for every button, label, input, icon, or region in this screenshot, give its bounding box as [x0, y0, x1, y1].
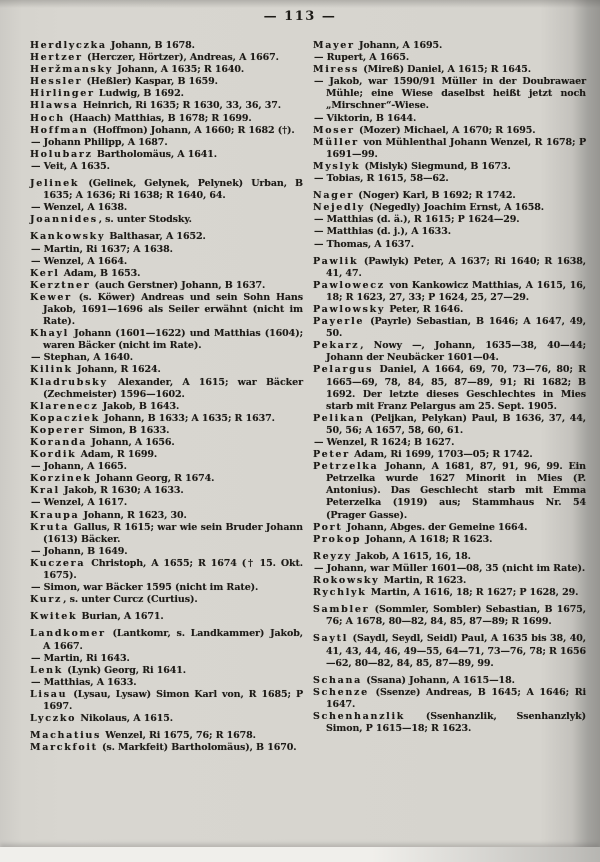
left-column — [30, 40, 303, 754]
register-entry — [313, 40, 586, 52]
entry-details: — Simon, war Bäcker 1595 (nicht im Rate). — [31, 582, 259, 594]
entry-surname: Khayl — [30, 328, 69, 340]
entry-details: Christoph, A 1655; R 1674 († 15. Okt. 1675). — [43, 557, 303, 582]
entry-details: — Stephan, A 1640. — [31, 352, 133, 364]
entry-details: — Tobias, R 1615, 58—62. — [314, 173, 449, 185]
register-entry — [30, 594, 303, 606]
register-entry — [30, 352, 303, 364]
entry-details: , Nowy —, Johann, 1635—38, 40—44; Johann der Neubäcker 1601—04. — [326, 340, 586, 364]
entry-surname: Pawlowecz — [313, 279, 385, 291]
entry-details: Jakob, B 1643. — [99, 400, 180, 412]
entry-details: — Wenzel, A 1638. — [31, 202, 128, 214]
entry-details: — Viktorin, B 1644. — [314, 112, 417, 124]
text-columns — [0, 24, 600, 754]
register-entry — [313, 137, 586, 161]
register-entry — [30, 449, 303, 461]
entry-surname: Kewer — [30, 291, 72, 303]
register-entry — [313, 687, 586, 711]
entry-surname: Myslyk — [313, 160, 361, 172]
register-entry — [30, 231, 303, 243]
register-entry — [313, 449, 586, 461]
entry-surname: Kordik — [30, 449, 77, 461]
entry-surname: Herdlyczka — [30, 40, 107, 51]
register-entry — [30, 677, 303, 689]
register-entry — [313, 64, 586, 76]
register-entry — [313, 161, 586, 173]
entry-details: (Hoffmon) Johann, A 1660; R 1682 (†). — [89, 124, 295, 136]
entry-details: (s. Köwer) Andreas und sein Sohn Hans Jakob, 1691—1696 als Seiler erwähnt (nicht im Rate). — [43, 291, 303, 328]
register-entry — [30, 653, 303, 665]
entry-details: Balthasar, A 1652. — [106, 231, 206, 243]
entry-surname: Moser — [313, 124, 355, 136]
entry-surname: Klarenecz — [30, 400, 99, 412]
entry-details: (Peljkan, Pelykan) Paul, B 1636, 37, 44, 50, 56; A 1657, 58, 60, 61. — [326, 412, 586, 436]
entry-details: (Payrle) Sebastian, B 1646; A 1647, 49, 50. — [326, 316, 586, 340]
entry-details: Nikolaus, A 1615. — [77, 713, 173, 725]
entry-details: Wenzel, Ri 1675, 76; R 1678. — [102, 730, 256, 742]
entry-surname: Kruta — [30, 521, 70, 533]
entry-surname: Petrzelka — [313, 461, 379, 473]
register-entry — [30, 256, 303, 268]
entry-surname: Kwitek — [30, 611, 78, 623]
entry-details: Simon, B 1633. — [86, 424, 170, 436]
register-entry — [30, 202, 303, 214]
register-entry — [30, 473, 303, 485]
register-entry — [30, 713, 303, 725]
entry-details: Johann, R 1624. — [73, 364, 161, 376]
register-entry — [30, 113, 303, 125]
entry-details: Johann, B 1633; A 1635; R 1637. — [100, 412, 275, 424]
register-entry — [313, 563, 586, 575]
entry-details: Peter, R 1646. — [386, 303, 464, 315]
register-entry — [313, 125, 586, 137]
entry-surname: Pelikan — [313, 412, 365, 424]
entry-details: (auch Gerstner) Johann, B 1637. — [91, 279, 266, 291]
entry-surname: Kladrubsky — [30, 376, 108, 388]
entry-details: — Wenzel, A 1617. — [31, 497, 128, 509]
entry-surname: Kilink — [30, 364, 73, 376]
entry-details: von Kankowicz Matthias, A 1615, 16, 18; R 1623, 27, 33; P 1624, 25, 27—29. — [326, 279, 586, 303]
register-entry — [313, 214, 586, 226]
entry-details: Jakob, A 1615, 16, 18. — [352, 550, 471, 562]
register-entry — [313, 534, 586, 546]
register-entry — [313, 226, 586, 238]
entry-details: (Ssana) Johann, A 1615—18. — [362, 674, 515, 686]
entry-surname: Pawlowsky — [313, 303, 386, 315]
register-entry — [30, 377, 303, 401]
register-entry — [30, 558, 303, 582]
register-entry — [30, 214, 303, 226]
entry-details: Heinrich, Ri 1635; R 1630, 33, 36, 37. — [79, 100, 282, 112]
entry-surname: Kopacziek — [30, 412, 100, 424]
entry-details: Johann, B 1678. — [107, 40, 195, 51]
entry-details: Adam, B 1653. — [60, 267, 141, 279]
entry-details: (Mozer) Michael, A 1670; R 1695. — [355, 124, 536, 136]
entry-details: Johann, A 1618; R 1623. — [362, 533, 493, 545]
register-entry — [30, 64, 303, 76]
entry-details: (s. Markfeit) Bartholomäus), B 1670. — [98, 742, 297, 754]
register-entry — [30, 137, 303, 149]
register-entry — [30, 497, 303, 509]
entry-surname: Sambler — [313, 604, 370, 616]
entry-surname: Hlawsa — [30, 100, 79, 112]
register-entry — [30, 730, 303, 742]
register-entry — [313, 437, 586, 449]
entry-surname: Lenk — [30, 664, 64, 676]
register-entry — [313, 587, 586, 599]
entry-surname: Kerztner — [30, 279, 91, 291]
entry-details: Johann, A 1635; R 1640. — [114, 64, 245, 76]
register-entry — [313, 202, 586, 214]
entry-surname: Reyzy — [313, 550, 352, 562]
entry-details: (Negedly) Joachim Ernst, A 1658. — [365, 202, 544, 214]
register-entry — [30, 628, 303, 652]
entry-details: Ludwig, B 1692. — [95, 88, 184, 100]
register-entry — [30, 546, 303, 558]
register-entry — [313, 364, 586, 412]
entry-surname: Saytl — [313, 633, 349, 645]
entry-surname: Mayer — [313, 40, 355, 51]
register-entry — [30, 76, 303, 88]
entry-details: (Mireß) Daniel, A 1615; R 1645. — [360, 64, 531, 76]
register-entry — [30, 178, 303, 202]
register-entry — [30, 364, 303, 376]
entry-surname: Payerle — [313, 316, 365, 328]
entry-details: (Lynk) Georg, Ri 1641. — [64, 664, 186, 676]
register-entry — [30, 161, 303, 173]
entry-surname: Heržmansky — [30, 64, 113, 76]
entry-details: — Johann, A 1665. — [31, 461, 127, 473]
entry-surname: Koperer — [30, 424, 86, 436]
entry-details: (Pawlyk) Peter, A 1637; Ri 1640; R 1638, 41, 47. — [326, 255, 586, 279]
register-entry — [313, 675, 586, 687]
entry-details: (Gelinek, Gelynek, Pelynek) Urban, B 1635; A 1636; Ri 1638; R 1640, 64. — [43, 178, 303, 202]
register-entry — [313, 522, 586, 534]
entry-surname: Müller — [313, 136, 359, 148]
entry-details: (Mislyk) Siegmund, B 1673. — [361, 160, 511, 172]
register-entry — [30, 244, 303, 256]
entry-surname: Hoch — [30, 112, 65, 124]
register-entry — [30, 88, 303, 100]
register-entry — [313, 413, 586, 437]
entry-surname: Prokop — [313, 533, 362, 545]
register-entry — [30, 485, 303, 497]
entry-surname: Joannides — [30, 214, 98, 226]
page-number: — 113 — — [263, 9, 337, 24]
register-entry — [313, 575, 586, 587]
entry-details: (Lantkomr, s. Landkammer) Jakob, A 1667. — [43, 628, 303, 652]
register-entry — [30, 268, 303, 280]
entry-surname: Pekarz — [313, 340, 360, 352]
entry-details: — Thomas, A 1637. — [314, 238, 415, 250]
entry-surname: Machatius — [30, 730, 102, 742]
register-entry — [30, 149, 303, 161]
entry-surname: Nager — [313, 190, 355, 202]
entry-surname: Kuczera — [30, 557, 86, 569]
register-entry — [30, 100, 303, 112]
entry-surname: Landkomer — [30, 628, 106, 640]
register-entry — [30, 125, 303, 137]
entry-details: Johann, A 1656. — [88, 437, 175, 448]
entry-details: Johann, A 1681, 87, 91, 96, 99. Ein Petrzelka wurde 1627 Minorit in Mies (P. Antonius). Das Geschlecht starb mit Emma Peterzelka (1919) aus; Stammhaus Nr. 54 (Prager Gasse). — [326, 461, 586, 521]
register-entry — [30, 522, 303, 546]
register-entry — [30, 40, 303, 52]
register-entry — [30, 280, 303, 292]
entry-surname: Port — [313, 521, 343, 533]
entry-details: (Haach) Matthias, B 1678; R 1699. — [65, 112, 252, 124]
register-entry — [313, 76, 586, 112]
register-entry — [313, 173, 586, 185]
register-entry — [313, 711, 586, 735]
scan-edge-bottom — [0, 847, 600, 862]
register-entry — [313, 316, 586, 340]
register-entry — [313, 604, 586, 628]
entry-surname: Schana — [313, 674, 362, 686]
right-column — [313, 40, 586, 754]
entry-details: , s. unter Curcz (Curtius). — [63, 594, 198, 606]
entry-surname: Schenhanzlik — [313, 710, 406, 722]
entry-details: — Johann, B 1649. — [31, 545, 128, 557]
register-entry — [313, 340, 586, 364]
entry-surname: Nejedly — [313, 202, 365, 214]
entry-details: (Lysau, Lysaw) Simon Karl von, R 1685; P 1697. — [43, 688, 303, 712]
entry-details: — Veit, A 1635. — [31, 160, 110, 172]
entry-surname: Hoffman — [30, 124, 89, 136]
entry-surname: Lisau — [30, 688, 68, 700]
entry-details: (Heßler) Kaspar, B 1659. — [83, 76, 218, 88]
entry-surname: Rychlyk — [313, 587, 367, 599]
entry-details: — Rupert, A 1665. — [314, 52, 410, 64]
entry-surname: Schenze — [313, 686, 369, 698]
register-entry — [30, 425, 303, 437]
entry-surname: Hessler — [30, 76, 83, 88]
entry-surname: Kraupa — [30, 509, 80, 521]
entry-details: Adam, R 1699. — [77, 449, 158, 461]
entry-surname: Miress — [313, 64, 360, 76]
register-entry — [30, 328, 303, 352]
entry-surname: Kurz — [30, 594, 63, 606]
register-entry — [313, 304, 586, 316]
register-entry — [30, 437, 303, 449]
entry-surname: Holubarz — [30, 148, 93, 160]
register-entry — [30, 665, 303, 677]
entry-details: Johann, Abges. der Gemeine 1664. — [343, 521, 528, 533]
register-entry — [30, 52, 303, 64]
register-entry — [30, 582, 303, 594]
entry-surname: Jelinek — [30, 178, 80, 190]
entry-surname: Korzinek — [30, 473, 92, 485]
entry-details: — Martin, Ri 1643. — [31, 652, 130, 664]
entry-details: (Sommler, Sombler) Sebastian, B 1675, 76; A 1678, 80—82, 84, 85, 87—89; R 1699. — [326, 604, 586, 628]
entry-surname: Kral — [30, 485, 60, 497]
register-entry — [30, 292, 303, 328]
entry-details: (Ssenze) Andreas, B 1645; A 1646; Ri 1647. — [326, 686, 586, 710]
entry-details: — Wenzel, A 1664. — [31, 255, 128, 267]
register-entry — [313, 256, 586, 280]
entry-details: — Jakob, war 1590/91 Müller in der Doubrawaer Mühle; eine Wiese daselbst heißt jetzt noch „Mirschner“-Wiese. — [314, 76, 586, 112]
entry-surname: Hertzer — [30, 52, 83, 64]
entry-details: (Ssenhanzlik, Ssenhanzlyk) Simon, P 1615—18; R 1623. — [326, 710, 586, 735]
entry-details: Jakob, R 1630; A 1633. — [60, 485, 184, 497]
register-entry — [313, 190, 586, 202]
entry-surname: Pawlik — [313, 255, 359, 267]
entry-details: (Noger) Karl, B 1692; R 1742. — [355, 190, 516, 202]
entry-surname: Pelargus — [313, 364, 374, 376]
register-entry — [313, 551, 586, 563]
entry-details: Johann, R 1623, 30. — [80, 509, 187, 521]
entry-surname: Kerl — [30, 267, 60, 279]
register-entry — [313, 239, 586, 251]
entry-details: Gallus, R 1615; war wie sein Bruder Johann (1613) Bäcker. — [43, 521, 303, 545]
entry-details: — Johann Philipp, A 1687. — [31, 136, 168, 148]
entry-details: Johann Georg, R 1674. — [92, 473, 215, 485]
entry-surname: Rokowsky — [313, 575, 380, 587]
entry-surname: Kankowsky — [30, 231, 106, 243]
entry-surname: Peter — [313, 449, 350, 461]
entry-details: , s. unter Stodsky. — [98, 214, 192, 226]
register-entry — [313, 113, 586, 125]
entry-details: Johann, A 1695. — [355, 40, 443, 51]
entry-details: Adam, Ri 1699, 1703—05; R 1742. — [350, 449, 533, 461]
entry-details: Bartholomäus, A 1641. — [93, 148, 218, 160]
entry-surname: Koranda — [30, 437, 88, 448]
register-entry — [30, 689, 303, 713]
entry-details: — Matthias (d. ä.), R 1615; P 1624—29. — [314, 214, 520, 226]
entry-details: Martin, R 1623. — [380, 575, 467, 587]
entry-surname: Lyczko — [30, 713, 77, 725]
entry-details: — Wenzel, R 1624; B 1627. — [314, 437, 455, 448]
entry-details: — Martin, Ri 1637; A 1638. — [31, 243, 173, 255]
entry-details: Alexander, A 1615; war Bäcker (Zechmeister) 1596—1602. — [43, 376, 303, 400]
entry-details: von Mühlenthal Johann Wenzel, R 1678; P 1691—99. — [326, 136, 586, 160]
entry-surname: Hirlinger — [30, 88, 95, 100]
entry-details: — Matthias, A 1633. — [31, 676, 137, 688]
register-entry — [313, 280, 586, 304]
register-entry — [313, 461, 586, 521]
register-entry — [30, 510, 303, 522]
register-entry — [30, 413, 303, 425]
entry-details: Daniel, A 1664, 69, 70, 73—76, 80; R 1665—69, 78, 84, 85, 87—89, 91; Ri 1682; B 1692. Der letzte dieses Geschlechtes in Mies starb mit Franz Pelargus am 25. Sept. 1905. — [326, 364, 586, 412]
entry-details: Burian, A 1671. — [78, 611, 164, 623]
register-entry — [30, 742, 303, 754]
entry-surname: Marckfoit — [30, 742, 98, 754]
register-entry — [313, 633, 586, 669]
entry-details: (Saydl, Seydl, Seidl) Paul, A 1635 bis 38, 40, 41, 43, 44, 46, 49—55, 64—71, 73—76, 78; R 1656—62, 80—82, 84, 85, 87—89, 99. — [326, 633, 586, 669]
entry-details: Johann (1601—1622) und Matthias (1604); waren Bäcker (nicht im Rate). — [43, 328, 303, 352]
entry-details: — Johann, war Müller 1601—08, 35 (nicht im Rate). — [314, 562, 586, 574]
entry-details: (Herczer, Hörtzer), Andreas, A 1667. — [83, 52, 279, 64]
entry-details: Martin, A 1616, 18; R 1627; P 1628, 29. — [367, 587, 579, 599]
register-entry — [30, 401, 303, 413]
register-entry — [30, 461, 303, 473]
register-entry — [30, 611, 303, 623]
register-entry — [313, 52, 586, 64]
entry-details: — Matthias (d. j.), A 1633. — [314, 226, 451, 238]
